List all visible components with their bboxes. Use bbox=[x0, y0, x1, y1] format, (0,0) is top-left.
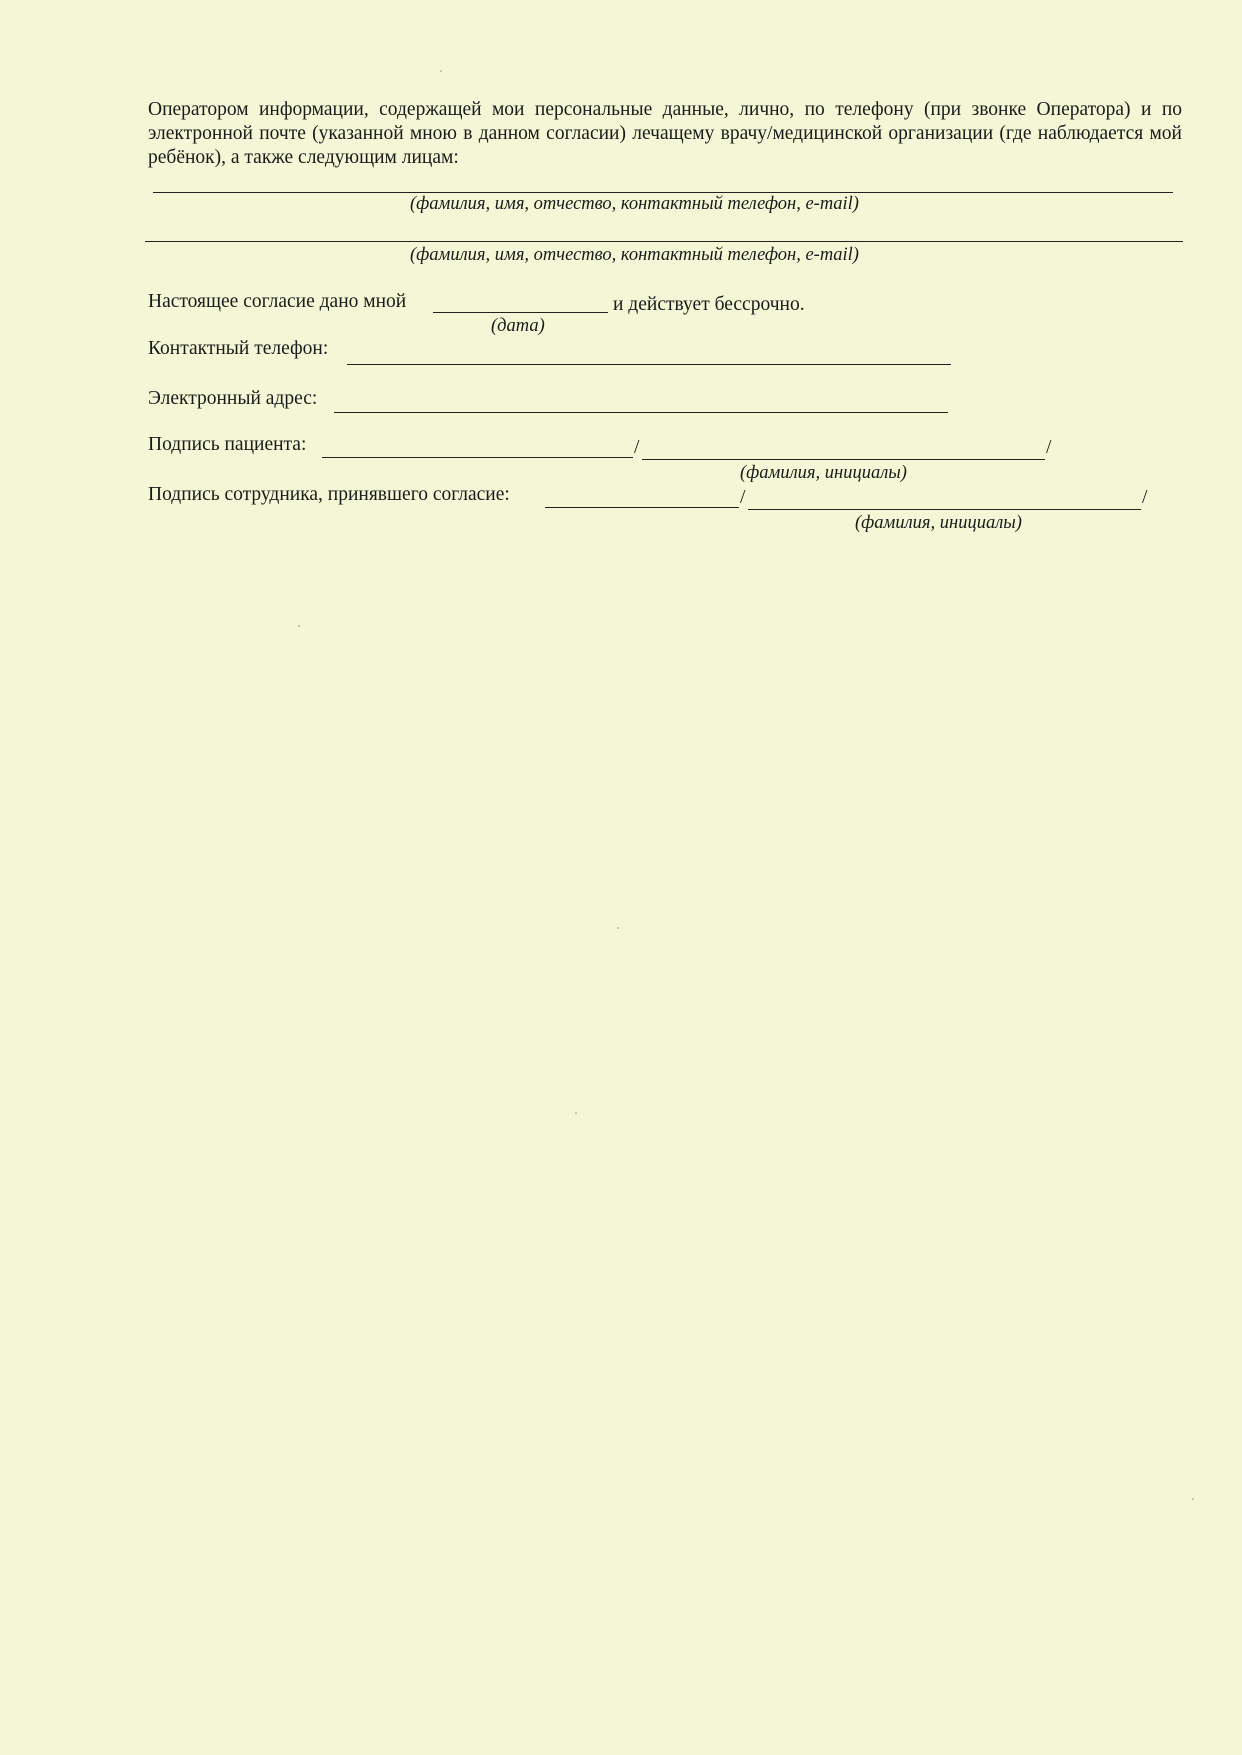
patient-signature-line[interactable] bbox=[322, 457, 633, 458]
patient-slash-2: / bbox=[1046, 437, 1052, 458]
person-caption-1: (фамилия, имя, отчество, контактный телефон, e-mail) bbox=[410, 194, 859, 214]
staff-signature-line[interactable] bbox=[545, 507, 739, 508]
consent-date-line[interactable] bbox=[433, 312, 608, 313]
paper-speck bbox=[440, 70, 442, 72]
person-line-1[interactable] bbox=[153, 192, 1173, 193]
email-line[interactable] bbox=[334, 412, 948, 413]
staff-name-caption: (фамилия, инициалы) bbox=[855, 513, 1022, 533]
paper-speck bbox=[617, 927, 619, 929]
person-caption-2: (фамилия, имя, отчество, контактный телефон, e-mail) bbox=[410, 245, 859, 265]
consent-date-label: Настоящее согласие дано мной bbox=[148, 291, 407, 312]
date-caption: (дата) bbox=[491, 316, 545, 336]
phone-line[interactable] bbox=[347, 364, 951, 365]
paper-speck bbox=[1192, 1498, 1194, 1500]
consent-paragraph: Оператором информации, содержащей мои персональные данные, лично, по телефону (при звонке Оператора) и по электронной почте (указанной мною в данном согласии) лечащему врачу/медицинской организации (где наблюдается мой ребёнок), а также следующим лицам: bbox=[148, 99, 1182, 168]
email-label: Электронный адрес: bbox=[148, 388, 318, 409]
person-line-2[interactable] bbox=[145, 241, 1183, 242]
consent-date-suffix: и действует бессрочно. bbox=[613, 294, 805, 315]
patient-name-line[interactable] bbox=[642, 459, 1045, 460]
staff-slash-2: / bbox=[1142, 487, 1148, 508]
staff-signature-label: Подпись сотрудника, принявшего согласие: bbox=[148, 484, 510, 505]
paper-speck bbox=[575, 1112, 577, 1114]
patient-slash-1: / bbox=[634, 437, 640, 458]
paper-speck bbox=[298, 625, 300, 627]
patient-signature-label: Подпись пациента: bbox=[148, 434, 307, 455]
patient-name-caption: (фамилия, инициалы) bbox=[740, 463, 907, 483]
phone-label: Контактный телефон: bbox=[148, 338, 329, 359]
staff-slash-1: / bbox=[740, 487, 746, 508]
staff-name-line[interactable] bbox=[748, 509, 1141, 510]
